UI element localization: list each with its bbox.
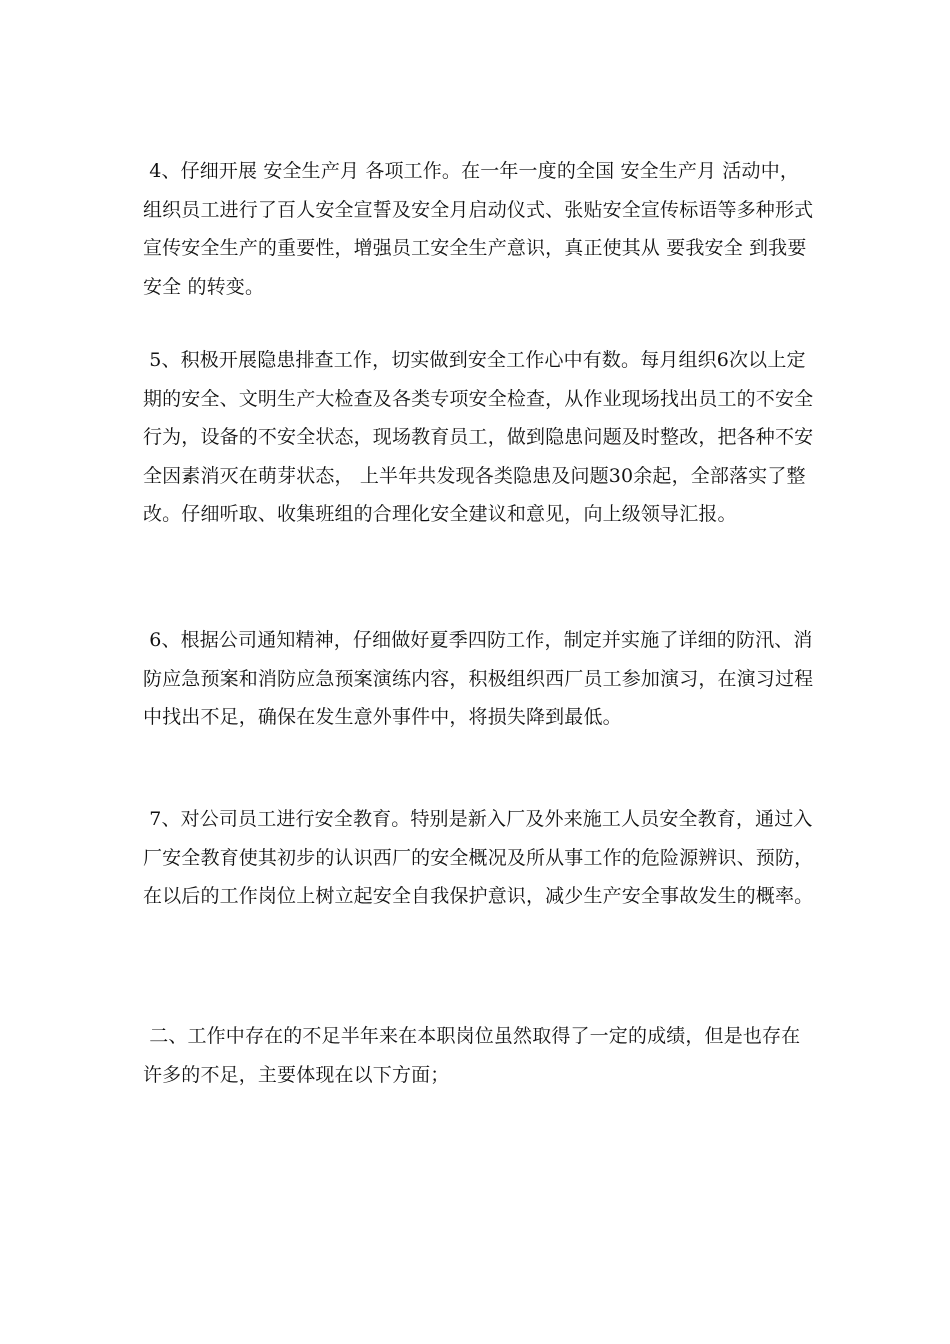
paragraph-item-5: 5、积极开展隐患排查工作，切实做到安全工作心中有数。每月组织6次以上定期的安全、文明生产大检查及各类专项安全检查，从作业现场找出员工的不安全行为，设备的不安全状态，现场教育员工，做到隐患问题及时整改，把各种不安全因素消灭在萌芽状态， 上半年共发现各类隐患及问题30余起，全部落实了整改。仔细听取、收集班组的合理化安全建议和意见，向上级领导汇报。 — [143, 349, 814, 525]
paragraph-section-2-shortcomings: 二、工作中存在的不足半年来在本职岗位虽然取得了一定的成绩，但是也存在许多的不足，主要体现在以下方面； — [143, 1025, 801, 1086]
paragraph-item-6: 6、根据公司通知精神，仔细做好夏季四防工作，制定并实施了详细的防汛、消防应急预案和消防应急预案演练内容，积极组织西厂员工参加演习，在演习过程中找出不足，确保在发生意外事件中，将损失降到最低。 — [143, 629, 814, 728]
paragraph-item-4: 4、仔细开展 安全生产月 各项工作。在一年一度的全国 安全生产月 活动中，组织员工进行了百人安全宣誓及安全月启动仪式、张贴安全宣传标语等多种形式宣传安全生产的重要性，增强员工安全生产意识，真正使其从 要我安全 到我要安全 的转变。 — [143, 160, 814, 298]
paragraph-item-7: 7、对公司员工进行安全教育。特别是新入厂及外来施工人员安全教育，通过入厂安全教育使其初步的认识西厂的安全概况及所从事工作的危险源辨识、预防，在以后的工作岗位上树立起安全自我保护意识，减少生产安全事故发生的概率。 — [143, 808, 814, 907]
